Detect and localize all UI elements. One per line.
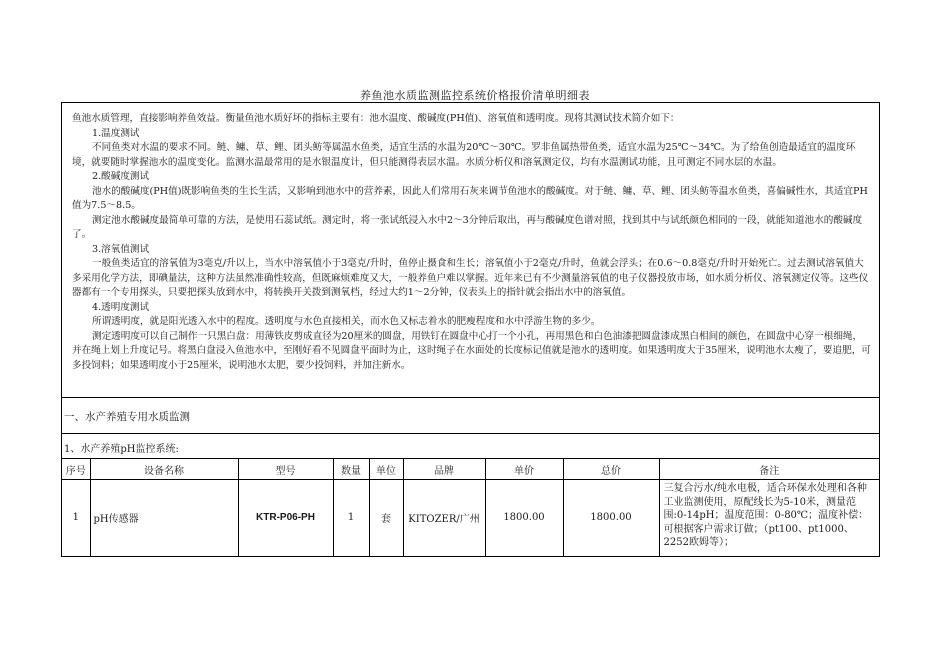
header-name: 设备名称 [90,459,238,480]
oxygen-text: 一般鱼类适宜的溶氧值为3毫克/升以上，当水中溶氧值小于3毫克/升时，鱼停止摄食和生长；溶氧值小于2毫克/升时，鱼就会浮头；在0.6～0.8毫克/升时开始死亡。过去测试溶氧值大多采用化学方法，即碘量法，这种方法虽然准确性较高，但既麻烦难度又大，一般养鱼户难以掌握。近年来已有不少测量溶氧值的电子仪器投放市场，如水质分析仪、溶氧测定仪等。这些仪器都有一个专用探头，只要把探头放到水中，将转换开关拨到测氧档，经过大约1～2分钟，仪表头上的指针就会指出水中的溶氧值。 [72,258,869,298]
intro-lead: 鱼池水质管理，直接影响养鱼效益。衡量鱼池水质好坏的指标主要有：池水温度、酸碱度(PH值)、溶氧值和透明度。现将其测试技术简介如下： [72,113,680,124]
cell-unit: 套 [369,480,403,556]
cell-note: 三复合污水/纯水电极，适合环保水处理和各种工业监测使用，原配线长为5-10米，测量范围:0-14pH；温度范围：0-80℃；温度补偿：可根据客户需求订做；（pt100、pt1000、2252欧姆等）； [659,480,879,556]
ph-heading: 2.酸碱度测试 [92,171,150,182]
transparency-text-2: 测定透明度可以自己制作一只黑白盘：用薄铁皮剪成直径为20厘米的圆盘，用铁钉在圆盘中心打一个小孔，再用黑色和白色油漆把圆盘漆成黑白相间的颜色，在圆盘中心穿一根细绳，并在绳上划上升度记号。将黑白盘浸入鱼池水中，至刚好看不见圆盘平面时为止，这时绳子在水面处的长度标记值就是池水的透明度。如果透明度大于35厘米，说明池水太瘦了，要追肥，可多投饲料；如果透明度小于25厘米，说明池水太肥，要少投饲料，并加注新水。 [72,330,871,371]
intro-block [62,103,879,398]
header-total: 总价 [563,459,659,480]
table-row [62,480,879,556]
ph-text-1: 池水的酸碱度(PH值)既影响鱼类的生长生活，又影响到池水中的营养素，因此人们常用石灰来调节鱼池水的酸碱度。对于鲢、鳙、草、鲤、团头鲂等温水鱼类，喜偏碱性水，其适宜PH值为7.5～8.5。 [72,185,868,211]
cell-model: KTR-P06-PH [238,480,333,556]
header-model: 型号 [238,459,333,480]
header-unit: 单位 [369,459,403,480]
table-header-row [62,459,879,480]
subsection-title: 1、水产养殖pH监控系统: [62,434,879,459]
section-title: 一、水产养殖专用水质监测 [62,398,879,434]
temperature-heading: 1.温度测试 [92,127,140,139]
cell-price: 1800.00 [485,480,563,556]
cell-name: pH传感器 [90,480,238,556]
header-qty: 数量 [333,459,369,480]
price-table [62,459,879,556]
price-sheet [61,102,880,557]
ph-text-2: 测定池水酸碱度最简单可靠的方法，是使用石蕊试纸。测定时，将一张试纸浸入水中2～3分钟后取出，再与酸碱度色谱对照，找到其中与试纸颜色相同的一段，就能知道池水的酸碱度了。 [72,214,863,240]
cell-qty: 1 [333,480,369,556]
header-seq: 序号 [62,459,90,480]
transparency-text-1: 所谓透明度，就是阳光透入水中的程度。透明度与水色直接相关，而水色又标志着水的肥瘦程度和水中浮游生物的多少。 [92,316,601,327]
temperature-text: 不同鱼类对水温的要求不同。鲢、鳙、草、鲤、团头鲂等属温水鱼类，适宜生活的水温为20℃～30℃。罗非鱼属热带鱼类，适宜水温为25℃～34℃。为了给鱼创造最适宜的温度环境，就要随时掌握池水的温度变化。监测水温最常用的是水银温度计，但只能测得表层水温。水质分析仪和溶氧测定仪，均有水温测试功能，且可测定不同水层的水温。 [72,142,856,168]
cell-brand: KITOZER/广州 [403,480,485,556]
cell-seq: 1 [62,480,90,556]
header-price: 单价 [485,459,563,480]
document-title: 养鱼池水质监测监控系统价格报价清单明细表 [360,89,590,102]
header-brand: 品牌 [403,459,485,480]
transparency-heading: 4.透明度测试 [92,301,150,313]
oxygen-heading: 3.溶氧值测试 [92,243,150,255]
cell-total: 1800.00 [563,480,659,556]
header-note: 备注 [659,459,879,480]
